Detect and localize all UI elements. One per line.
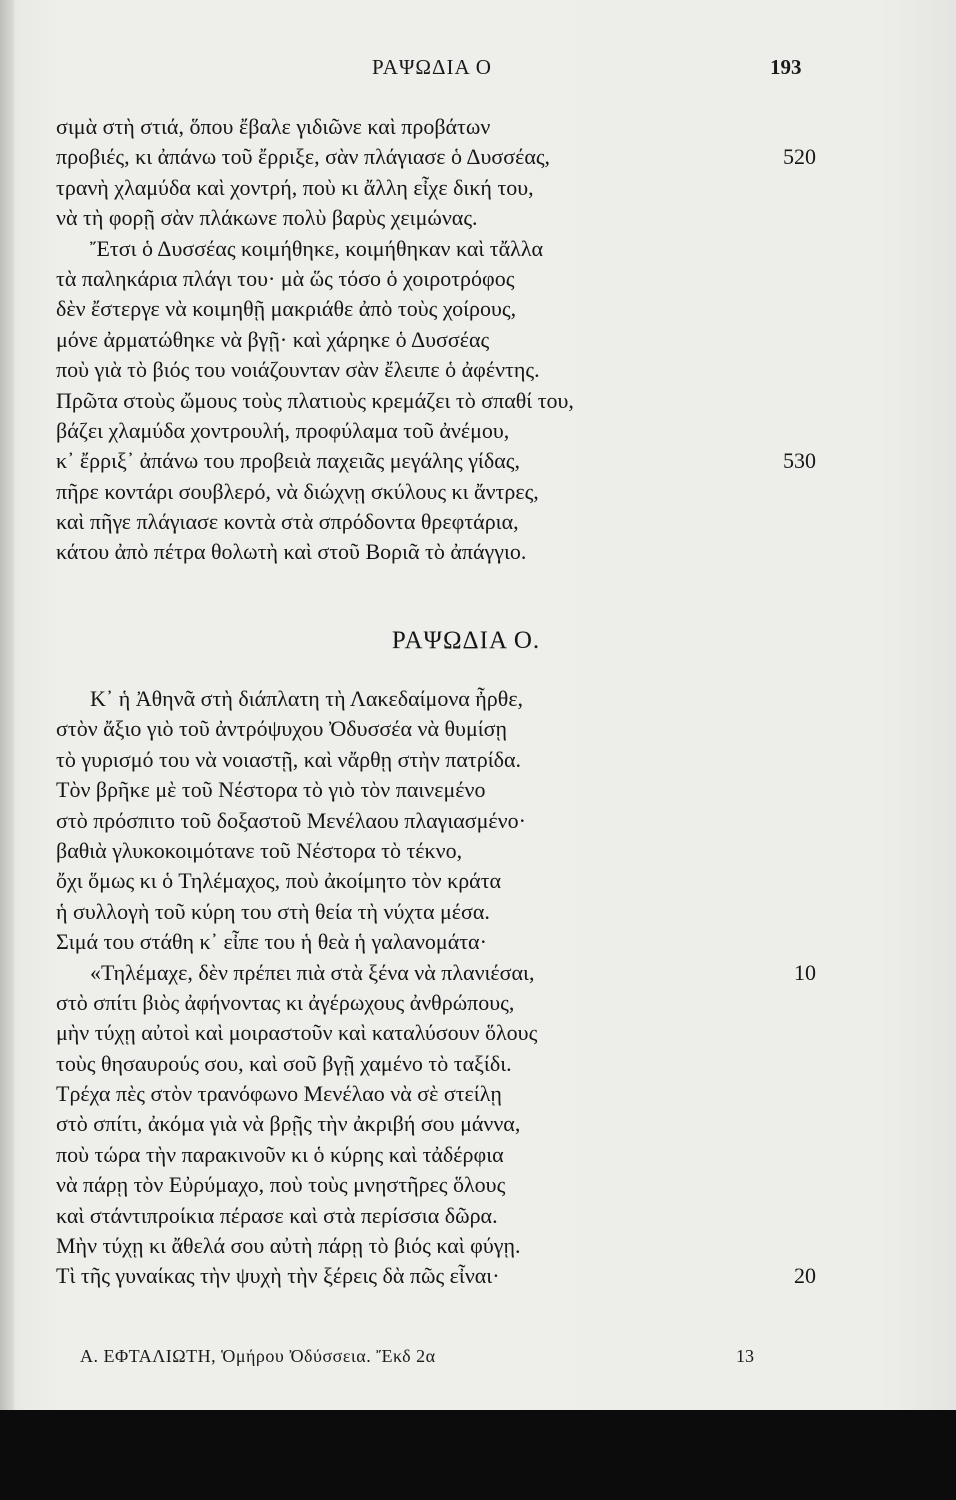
verse-line — [56, 355, 816, 385]
running-title: ΡΑΨΩΔΙΑ Ο — [372, 55, 492, 79]
verse-line — [56, 264, 816, 294]
verse-line-text: προβιές, κι ἀπάνω τοῦ ἔρριξε, σὰν πλάγιασε ὁ Δυσσέας, — [56, 144, 551, 170]
verse-line-text: στὸ πρόσπιτο τοῦ δοξαστοῦ Μενέλαου πλαγιασμένο· — [56, 807, 526, 833]
verse-line-text: Ἔτσι ὁ Δυσσέας κοιμήθηκε, κοιμήθηκαν καὶ τἄλλα — [90, 235, 544, 261]
verse-line — [56, 507, 816, 537]
verse-line — [56, 1079, 816, 1109]
verse-line-text: πῆρε κοντάρι σουβλερό, νὰ διώχνῃ σκύλους κι ἄντρες, — [56, 478, 539, 504]
verse-line-text: Κ᾽ ἡ Ἀθηνᾶ στὴ διάπλατη τὴ Λακεδαίμονα ἦρθε, — [90, 686, 524, 711]
verse-line — [56, 446, 816, 476]
verse-line-text: τὰ παληκάρια πλάγι του· μὰ ὥς τόσο ὁ χοιροτρόφος — [56, 265, 515, 291]
verse-line-text: μὴν τύχῃ αὐτοὶ καὶ μοιραστοῦν καὶ καταλύσουν ὅλους — [56, 1020, 538, 1046]
verse-line-text: νὰ πάρῃ τὸν Εὐρύμαχο, ποὺ τοὺς μνηστῆρες ὅλους — [56, 1172, 506, 1198]
verse-line — [56, 1049, 816, 1079]
verse-line-text: κ᾽ ἔρριξ᾽ ἀπάνω του προβειὰ παχειᾶς μεγάλης γίδας, — [56, 448, 520, 474]
line-number: 20 — [794, 1263, 816, 1289]
verse-line-text: καὶ πῆγε πλάγιασε κοντὰ στὰ σπρόδοντα θρεφτάρια, — [56, 509, 519, 535]
chapter-heading-text: ΡΑΨΩΔΙΑ Ο. — [391, 627, 541, 654]
verse-line — [56, 537, 816, 567]
verse-line-text: νὰ τὴ φορῇ σὰν πλάκωνε πολὺ βαρὺς χειμώνας. — [56, 205, 478, 231]
verse-line — [56, 988, 816, 1018]
verse-line — [56, 112, 816, 142]
page-gutter-shadow — [0, 0, 14, 1410]
verse-line-text: Σιμά του στάθη κ᾽ εἶπε του ἡ θεὰ ἡ γαλανομάτα· — [56, 929, 487, 955]
verse-line — [56, 866, 816, 896]
verse-line-text: βαθιὰ γλυκοκοιμότανε τοῦ Νέστορα τὸ τέκνο, — [56, 837, 463, 863]
verse-line — [56, 714, 816, 744]
verse-line — [56, 745, 816, 775]
verse-line-text: Τὶ τῆς γυναίκας τὴν ψυχὴ τὴν ξέρεις δὰ πῶς εἶναι· — [56, 1263, 500, 1289]
verse-line-text: δὲν ἔστεργε νὰ κοιμηθῇ μακριάθε ἀπὸ τοὺς χοίρους, — [56, 296, 517, 322]
verse-line-text: κάτου ἀπὸ πέτρα θολωτὴ καὶ στοῦ Βοριᾶ τὸ ἀπάγγιο. — [56, 539, 527, 565]
verse-line-text: καὶ στάντιπροίκια πέρασε καὶ στὰ περίσσια δῶρα. — [56, 1202, 498, 1228]
verse-line — [56, 386, 816, 416]
verse-line-text: Τρέχα πὲς στὸν τρανόφωνο Μενέλαο νὰ σὲ στείλῃ — [56, 1081, 502, 1107]
verse-line — [56, 477, 816, 507]
verse-line — [56, 1018, 816, 1048]
verse-line-text: στὸ σπίτι βιὸς ἀφήνοντας κι ἀγέρωχους ἀνθρώπους, — [56, 989, 515, 1015]
verse-line — [56, 234, 816, 264]
verse-line-text: μόνε ἀρματώθηκε νὰ βγῇ· καὶ χάρηκε ὁ Δυσσέας — [56, 326, 490, 352]
verse-line-text: τρανὴ χλαμύδα καὶ χοντρή, ποὺ κι ἄλλη εἶχε δική του, — [56, 174, 534, 200]
verse-line — [56, 325, 816, 355]
verse-line — [56, 173, 816, 203]
verse-line — [56, 775, 816, 805]
verse-line — [56, 836, 816, 866]
verse-line-text: ποὺ τώρα τὴν παρακινοῦν κι ὁ κύρης καὶ τἀδέρφια — [56, 1141, 504, 1167]
verse-line-text: στὸ σπίτι, ἀκόμα γιὰ νὰ βρῇς τὴν ἀκριβή σου μάννα, — [56, 1111, 521, 1137]
verse-line-text: ποὺ γιὰ τὸ βιός του νοιάζουνταν σὰν ἔλειπε ὁ ἀφέντης. — [56, 357, 540, 383]
verse-line-text: βάζει χλαμύδα χοντρουλή, προφύλαμα τοῦ ἀνέμου, — [56, 417, 510, 443]
line-number: 520 — [783, 144, 816, 170]
verse-line — [56, 927, 816, 957]
verse-line-text: ὄχι ὅμως κι ὁ Τηλέμαχος, ποὺ ἀκοίμητο τὸν κράτα — [56, 868, 502, 894]
verse-line — [56, 1201, 816, 1231]
verse-line — [56, 897, 816, 927]
page-footer — [0, 1346, 956, 1374]
chapter-heading — [0, 627, 956, 655]
verse-line — [56, 142, 816, 172]
verse-line — [56, 1170, 816, 1200]
verse-line — [56, 1109, 816, 1139]
footer-signature: Α. ΕΦΤΑΛΙΩΤΗ, Ὁμήρου Ὀδύσσεια. Ἔκδ 2α — [80, 1346, 436, 1366]
verse-line — [56, 1261, 816, 1291]
verse-line — [56, 203, 816, 233]
running-head — [0, 55, 956, 85]
verse-line — [56, 1140, 816, 1170]
verse-block-chapter-o — [56, 684, 816, 1292]
verse-line — [56, 416, 816, 446]
verse-line — [56, 806, 816, 836]
page-number: 193 — [770, 55, 802, 79]
verse-line-text: σιμὰ στὴ στιά, ὅπου ἔβαλε γιδιῶνε καὶ προβάτων — [56, 114, 491, 139]
verse-line-text: τοὺς θησαυρούς σου, καὶ σοῦ βγῇ χαμένο τὸ ταξίδι. — [56, 1050, 512, 1076]
line-number: 530 — [783, 448, 816, 474]
verse-line — [56, 294, 816, 324]
verse-line-text: Τὸν βρῆκε μὲ τοῦ Νέστορα τὸ γιὸ τὸν παινεμένο — [56, 777, 486, 803]
verse-line-text: στὸν ἄξιο γιὸ τοῦ ἀντρόψυχου Ὀδυσσέα νὰ θυμίσῃ — [56, 716, 508, 742]
verse-block-previous-chapter — [56, 112, 816, 568]
footer-sheet-number: 13 — [736, 1346, 754, 1366]
verse-line-text: «Τηλέμαχε, δὲν πρέπει πιὰ στὰ ξένα νὰ πλανιέσαι, — [90, 959, 535, 985]
verse-line-text: Πρῶτα στοὺς ὤμους τοὺς πλατιοὺς κρεμάζει τὸ σπαθί του, — [56, 387, 574, 413]
line-number: 10 — [794, 959, 816, 985]
verse-line-text: ἡ συλλογὴ τοῦ κύρη του στὴ θεία τὴ νύχτα μέσα. — [56, 898, 490, 924]
verse-line — [56, 684, 816, 714]
verse-line-text: Μὴν τύχῃ κι ἄθελά σου αὐτὴ πάρῃ τὸ βιός καὶ φύγῃ. — [56, 1233, 521, 1259]
verse-line-text: τὸ γυρισμό του νὰ νοιαστῇ, καὶ νἄρθῃ στὴν πατρίδα. — [56, 746, 522, 772]
verse-line — [56, 958, 816, 988]
verse-line — [56, 1231, 816, 1261]
